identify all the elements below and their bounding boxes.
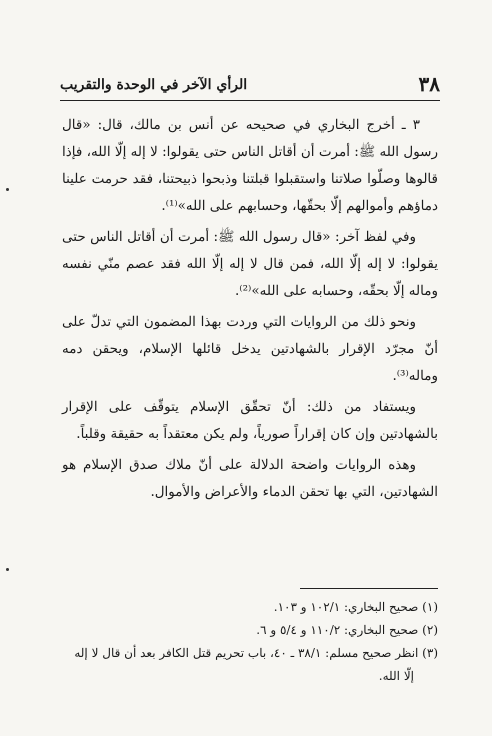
footnote: (١) صحيح البخاري: ١٠٢/١ و ١٠٣. [273,600,438,614]
footnotes [62,596,438,688]
footnote: (٣) انظر صحيح مسلم: ٣٨/١ ـ ٤٠، باب تحريم قتل الكافر بعد أن قال لا إله [74,646,438,660]
footnote: (٢) صحيح البخاري: ١١٠/٢ و ٥/٤ و ٦. [256,623,438,637]
footnote-rule [300,588,438,589]
footnote-continuation: إلّا الله. [378,669,414,683]
paragraph: وفي لفظ آخر: «قال رسول الله ﷺ: أمرت أن أقاتل الناس حتى يقولوا: لا إله إلّا الله، فمن قال لا إله إلّا الله فقد عصم منّي نفسه وماله إلّا بحقّه، وحسابه على الله»⁽²⁾. [62,229,438,299]
paragraph: ويستفاد من ذلك: أنّ تحقّق الإسلام يتوقّف على الإقرار بالشهادتين وإن كان إقراراً صورياً، ولم يكن معتقداً به حقيقة وقلباً. [62,399,438,442]
edge-mark [6,568,9,571]
running-title: الرأي الآخر في الوحدة والتقريب [60,77,248,93]
paragraph: ٣ ـ أخرج البخاري في صحيحه عن أنس بن مالك، قال: «قال رسول الله ﷺ: أمرت أن أقاتل الناس حتى يقولوا: لا إله إلّا الله، فإذا قالوها وصلّوا صلاتنا واستقبلوا قبلتنا وذبحوا ذبيحتنا، فقد حرمت علينا دماؤهم وأموالهم إلّا بحقّها، وحسابهم على الله»⁽¹⁾. [62,117,438,214]
paragraph: وهذه الروايات واضحة الدلالة على أنّ ملاك صدق الإسلام هو الشهادتين، التي بها تحقن الدماء والأعراض والأموال. [62,457,438,500]
main-text [62,112,438,510]
paragraph: ونحو ذلك من الروايات التي وردت بهذا المضمون التي تدلّ على أنّ مجرّد الإقرار بالشهادتين يدخل قائلها الإسلام، ويحقن دمه وماله⁽³⁾. [62,314,438,384]
edge-mark [6,188,9,191]
header-rule [60,100,440,101]
page-header [60,72,440,98]
page-number: ٣٨ [418,72,440,96]
